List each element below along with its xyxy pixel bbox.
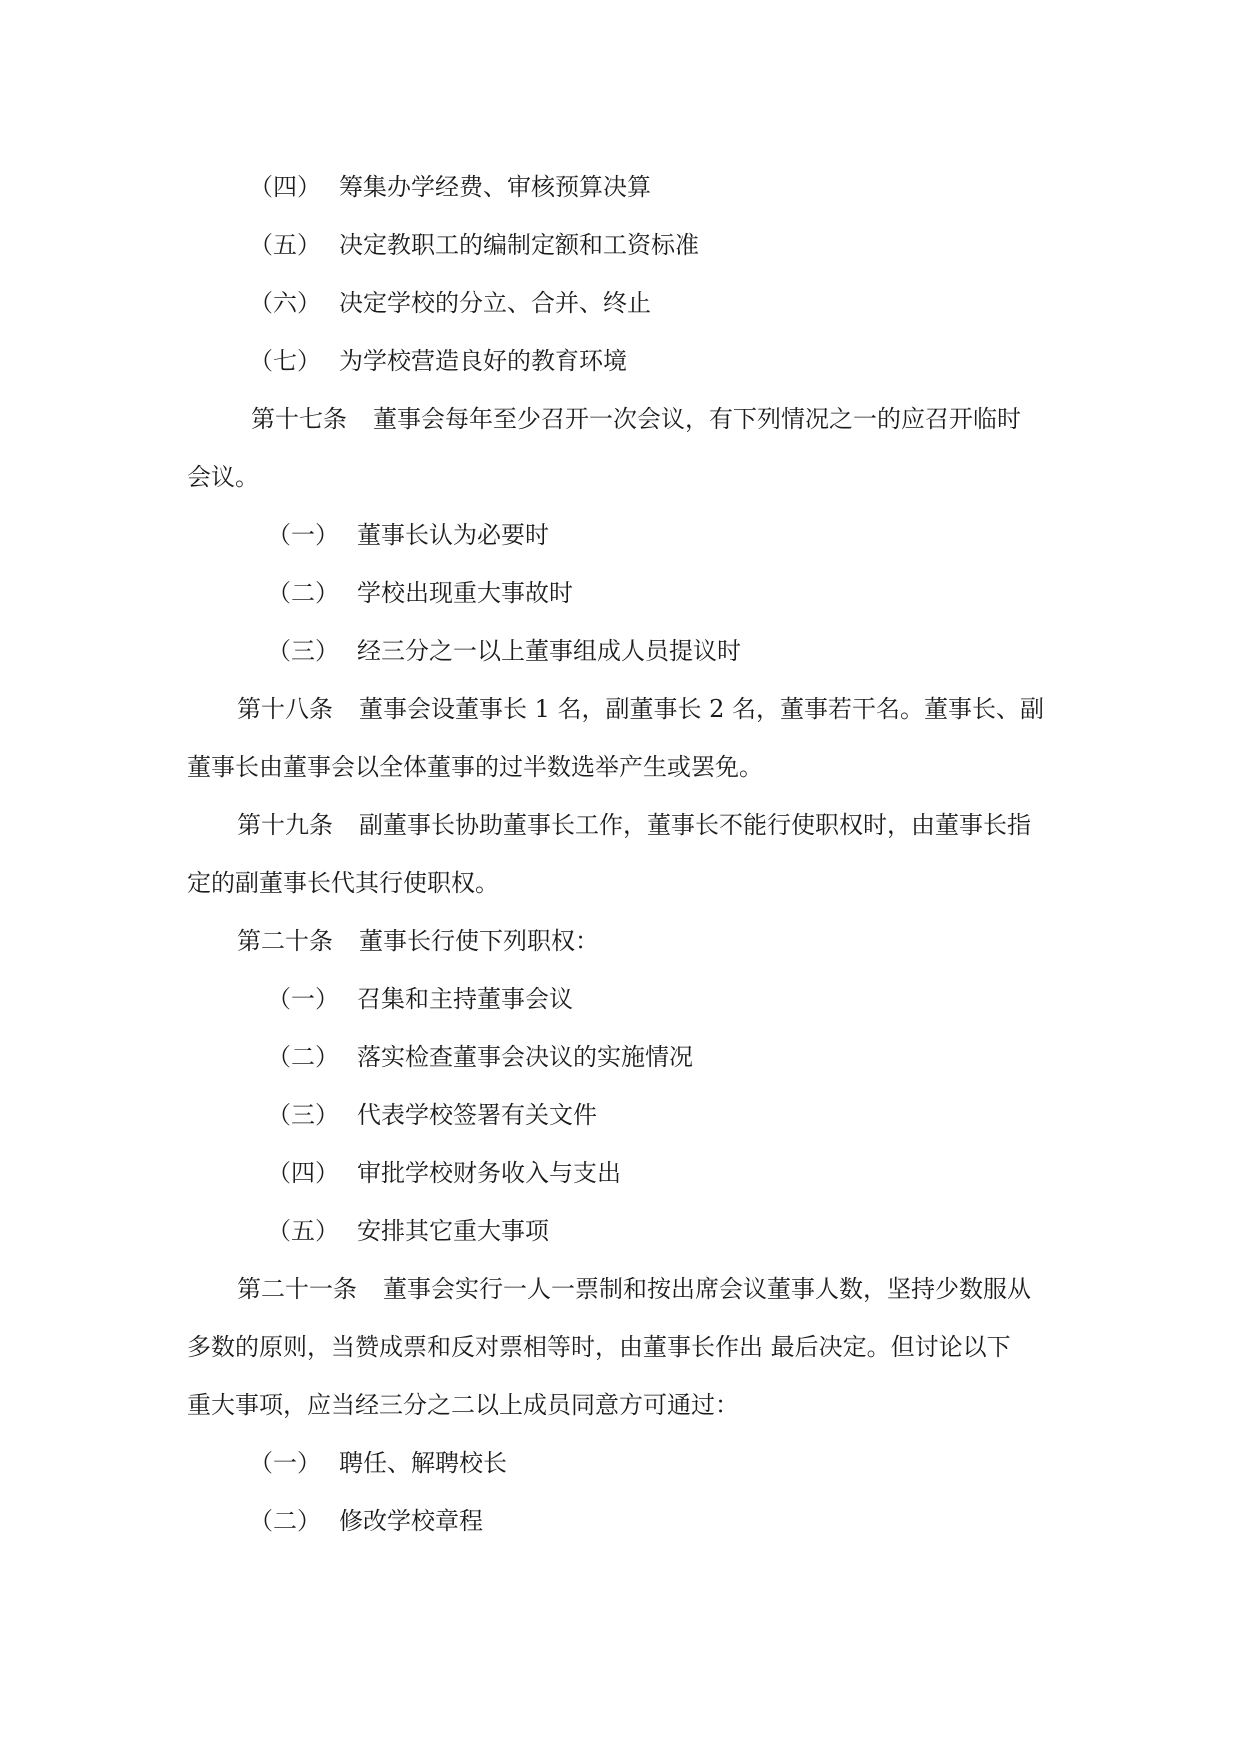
item-text: 审批学校财务收入与支出 (357, 1159, 621, 1187)
item-number: （二） (267, 1043, 339, 1071)
article-heading: 第二十条 (237, 927, 333, 955)
item-number: （三） (267, 637, 339, 665)
item-text: 学校出现重大事故时 (357, 579, 573, 607)
item-text: 为学校营造良好的教育环境 (339, 347, 627, 375)
list-item (249, 1492, 483, 1550)
article-heading: 第十九条 (237, 811, 333, 839)
list-item (249, 332, 627, 390)
list-item (267, 622, 741, 680)
article-19-line2 (187, 854, 499, 912)
article-20-line1 (237, 912, 599, 970)
article-21-line3 (187, 1376, 739, 1434)
article-17-line2 (187, 448, 259, 506)
item-number: （三） (267, 1101, 339, 1129)
item-text: 经三分之一以上董事组成人员提议时 (357, 637, 741, 665)
list-item (267, 1086, 597, 1144)
item-text: 决定学校的分立、合并、终止 (339, 289, 651, 317)
article-18-line2 (187, 738, 763, 796)
article-heading: 第十八条 (237, 695, 333, 723)
item-number: （二） (267, 579, 339, 607)
list-item (267, 1202, 549, 1260)
article-text: 会议。 (187, 463, 259, 491)
article-text: 董事会每年至少召开一次会议，有下列情况之一的应召开临时 (373, 405, 1021, 433)
article-19-line1 (237, 796, 1031, 854)
item-number: （四） (267, 1159, 339, 1187)
article-17-line1 (251, 390, 1021, 448)
item-text: 董事长认为必要时 (357, 521, 549, 549)
article-text: 重大事项，应当经三分之二以上成员同意方可通过： (187, 1391, 739, 1419)
item-text: 筹集办学经费、审核预算决算 (339, 173, 651, 201)
article-18-line1 (237, 680, 1044, 738)
article-21-line2 (187, 1318, 1011, 1376)
item-number: （一） (249, 1449, 321, 1477)
article-21-line1 (237, 1260, 1031, 1318)
article-text: 董事会实行一人一票制和按出席会议董事人数，坚持少数服从 (383, 1275, 1031, 1303)
list-item (249, 158, 651, 216)
list-item (267, 1144, 621, 1202)
item-text: 决定教职工的编制定额和工资标准 (339, 231, 699, 259)
item-text: 落实检查董事会决议的实施情况 (357, 1043, 693, 1071)
article-text: 副董事长协助董事长工作，董事长不能行使职权时，由董事长指 (359, 811, 1031, 839)
article-text: 董事长行使下列职权： (359, 927, 599, 955)
item-number: （五） (267, 1217, 339, 1245)
article-text: 多数的原则，当赞成票和反对票相等时，由董事长作出 最后决定。但讨论以下 (187, 1333, 1011, 1361)
item-text: 修改学校章程 (339, 1507, 483, 1535)
article-text: 董事会设董事长 1 名，副董事长 2 名，董事若干名。董事长、副 (359, 695, 1045, 723)
list-item (267, 1028, 693, 1086)
item-text: 代表学校签署有关文件 (357, 1101, 597, 1129)
item-number: （四） (249, 173, 321, 201)
list-item (267, 506, 549, 564)
article-text: 董事长由董事会以全体董事的过半数选举产生或罢免。 (187, 753, 763, 781)
item-number: （一） (267, 521, 339, 549)
item-number: （五） (249, 231, 321, 259)
item-number: （二） (249, 1507, 321, 1535)
item-text: 召集和主持董事会议 (357, 985, 573, 1013)
list-item (249, 1434, 507, 1492)
article-heading: 第十七条 (251, 405, 347, 433)
item-number: （七） (249, 347, 321, 375)
list-item (249, 216, 699, 274)
item-text: 安排其它重大事项 (357, 1217, 549, 1245)
list-item (249, 274, 651, 332)
item-text: 聘任、解聘校长 (339, 1449, 507, 1477)
list-item (267, 564, 573, 622)
item-number: （六） (249, 289, 321, 317)
list-item (267, 970, 573, 1028)
item-number: （一） (267, 985, 339, 1013)
article-text: 定的副董事长代其行使职权。 (187, 869, 499, 897)
article-heading: 第二十一条 (237, 1275, 357, 1303)
